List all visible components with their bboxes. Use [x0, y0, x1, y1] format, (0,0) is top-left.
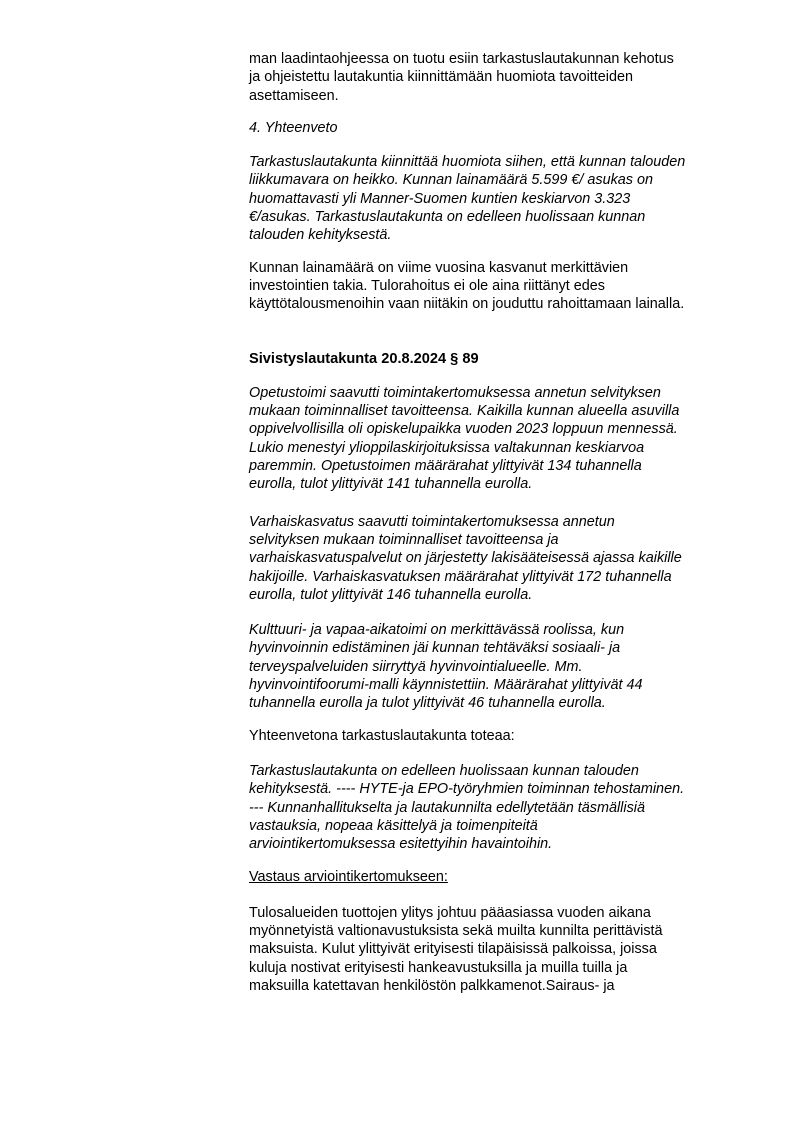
paragraph-education: Opetustoimi saavutti toimintakertomuksessa annetun selvityksen mukaan toiminnalliset tavoitteensa. Kaikilla kunnan alueella asuvilla oppivelvollisilla oli opiskelupaikka vuoden 2023 loppuun mennessä. Lukio menestyi ylioppilaskirjoituksissa valtakunnan keskiarvoa paremmin. Opetustoimen määrärahat ylittyivät 134 tuhannella eurolla, tulot ylittyivät 141 tuhannella eurolla.: [249, 384, 680, 493]
paragraph-response: Tulosalueiden tuottojen ylitys johtuu pääasiassa vuoden aikana myönnetyistä valtionavustuksista sekä muilta kunnilta perittävistä maksuista. Kulut ylittyivät erityisesti tilapäisissä palkoissa, joissa kuluja nostivat erityisesti hankeavustuksilla ja muilla tuilla ja maksuilla katettavan henkilöstön palkkamenot.Sairaus- ja: [249, 904, 663, 994]
heading-board-meeting: Sivistyslautakunta 20.8.2024 § 89: [249, 350, 479, 367]
paragraph-summary: Tarkastuslautakunta kiinnittää huomiota siihen, että kunnan talouden liikkumavara on heikko. Kunnan lainamäärä 5.599 €/ asukas on huomattavasti yli Manner-Suomen kuntien keskiarvon 3.323 €/asukas. Tarkastuslautakunta on edelleen huolissaan kunnan talouden kehityksestä.: [249, 154, 686, 244]
paragraph-culture: Kulttuuri- ja vapaa-aikatoimi on merkittävässä roolissa, kun hyvinvoinnin edistäminen jäi kunnan tehtäväksi sosiaali- ja terveyspalveluiden siirryttyä hyvinvointialueelle. Mm. hyvinvointifoorumi-malli käynnistettiin. Määrärahat ylittyivät 44 tuhannella eurolla ja tulot ylittyivät 46 tuhannella eurolla.: [249, 622, 643, 712]
paragraph-intro: man laadintaohjeessa on tuotu esiin tarkastuslautakunnan kehotus ja ohjeistettu lautakuntia kiinnittämään huomiota tavoitteiden asettamiseen.: [249, 51, 674, 104]
paragraph-early-education: Varhaiskasvatus saavutti toimintakertomuksessa annetun selvityksen mukaan toiminnalliset tavoitteensa ja varhaiskasvatuspalvelut on järjestetty lakisääteisessä ajassa kaikille hakijoille. Varhaiskasvatuksen määrärahat ylittyivät 172 tuhannella eurolla, tulot ylittyivät 146 tuhannella eurolla.: [249, 513, 682, 603]
paragraph-loans: Kunnan lainamäärä on viime vuosina kasvanut merkittävien investointien takia. Tulorahoitus ei ole aina riittänyt edes käyttötalousmenoihin vaan niitäkin on jouduttu rahoittamaan lainalla.: [249, 259, 685, 313]
heading-summary: 4. Yhteenveto: [249, 119, 338, 136]
paragraph-conclusion-intro: Yhteenvetona tarkastuslautakunta toteaa:: [249, 727, 515, 744]
heading-response: Vastaus arviointikertomukseen:: [249, 869, 448, 886]
paragraph-conclusion: Tarkastuslautakunta on edelleen huolissaan kunnan talouden kehityksestä. ---- HYTE-ja EPO-työryhmien toiminnan tehostaminen. --- Kunnanhallitukselta ja lautakunnilta edellytetään täsmällisiä vastauksia, nopeaa käsittelyä ja toimenpiteitä arviointikertomuksessa esitettyihin havaintoihin.: [249, 762, 685, 853]
document-page: [249, 50, 749, 995]
